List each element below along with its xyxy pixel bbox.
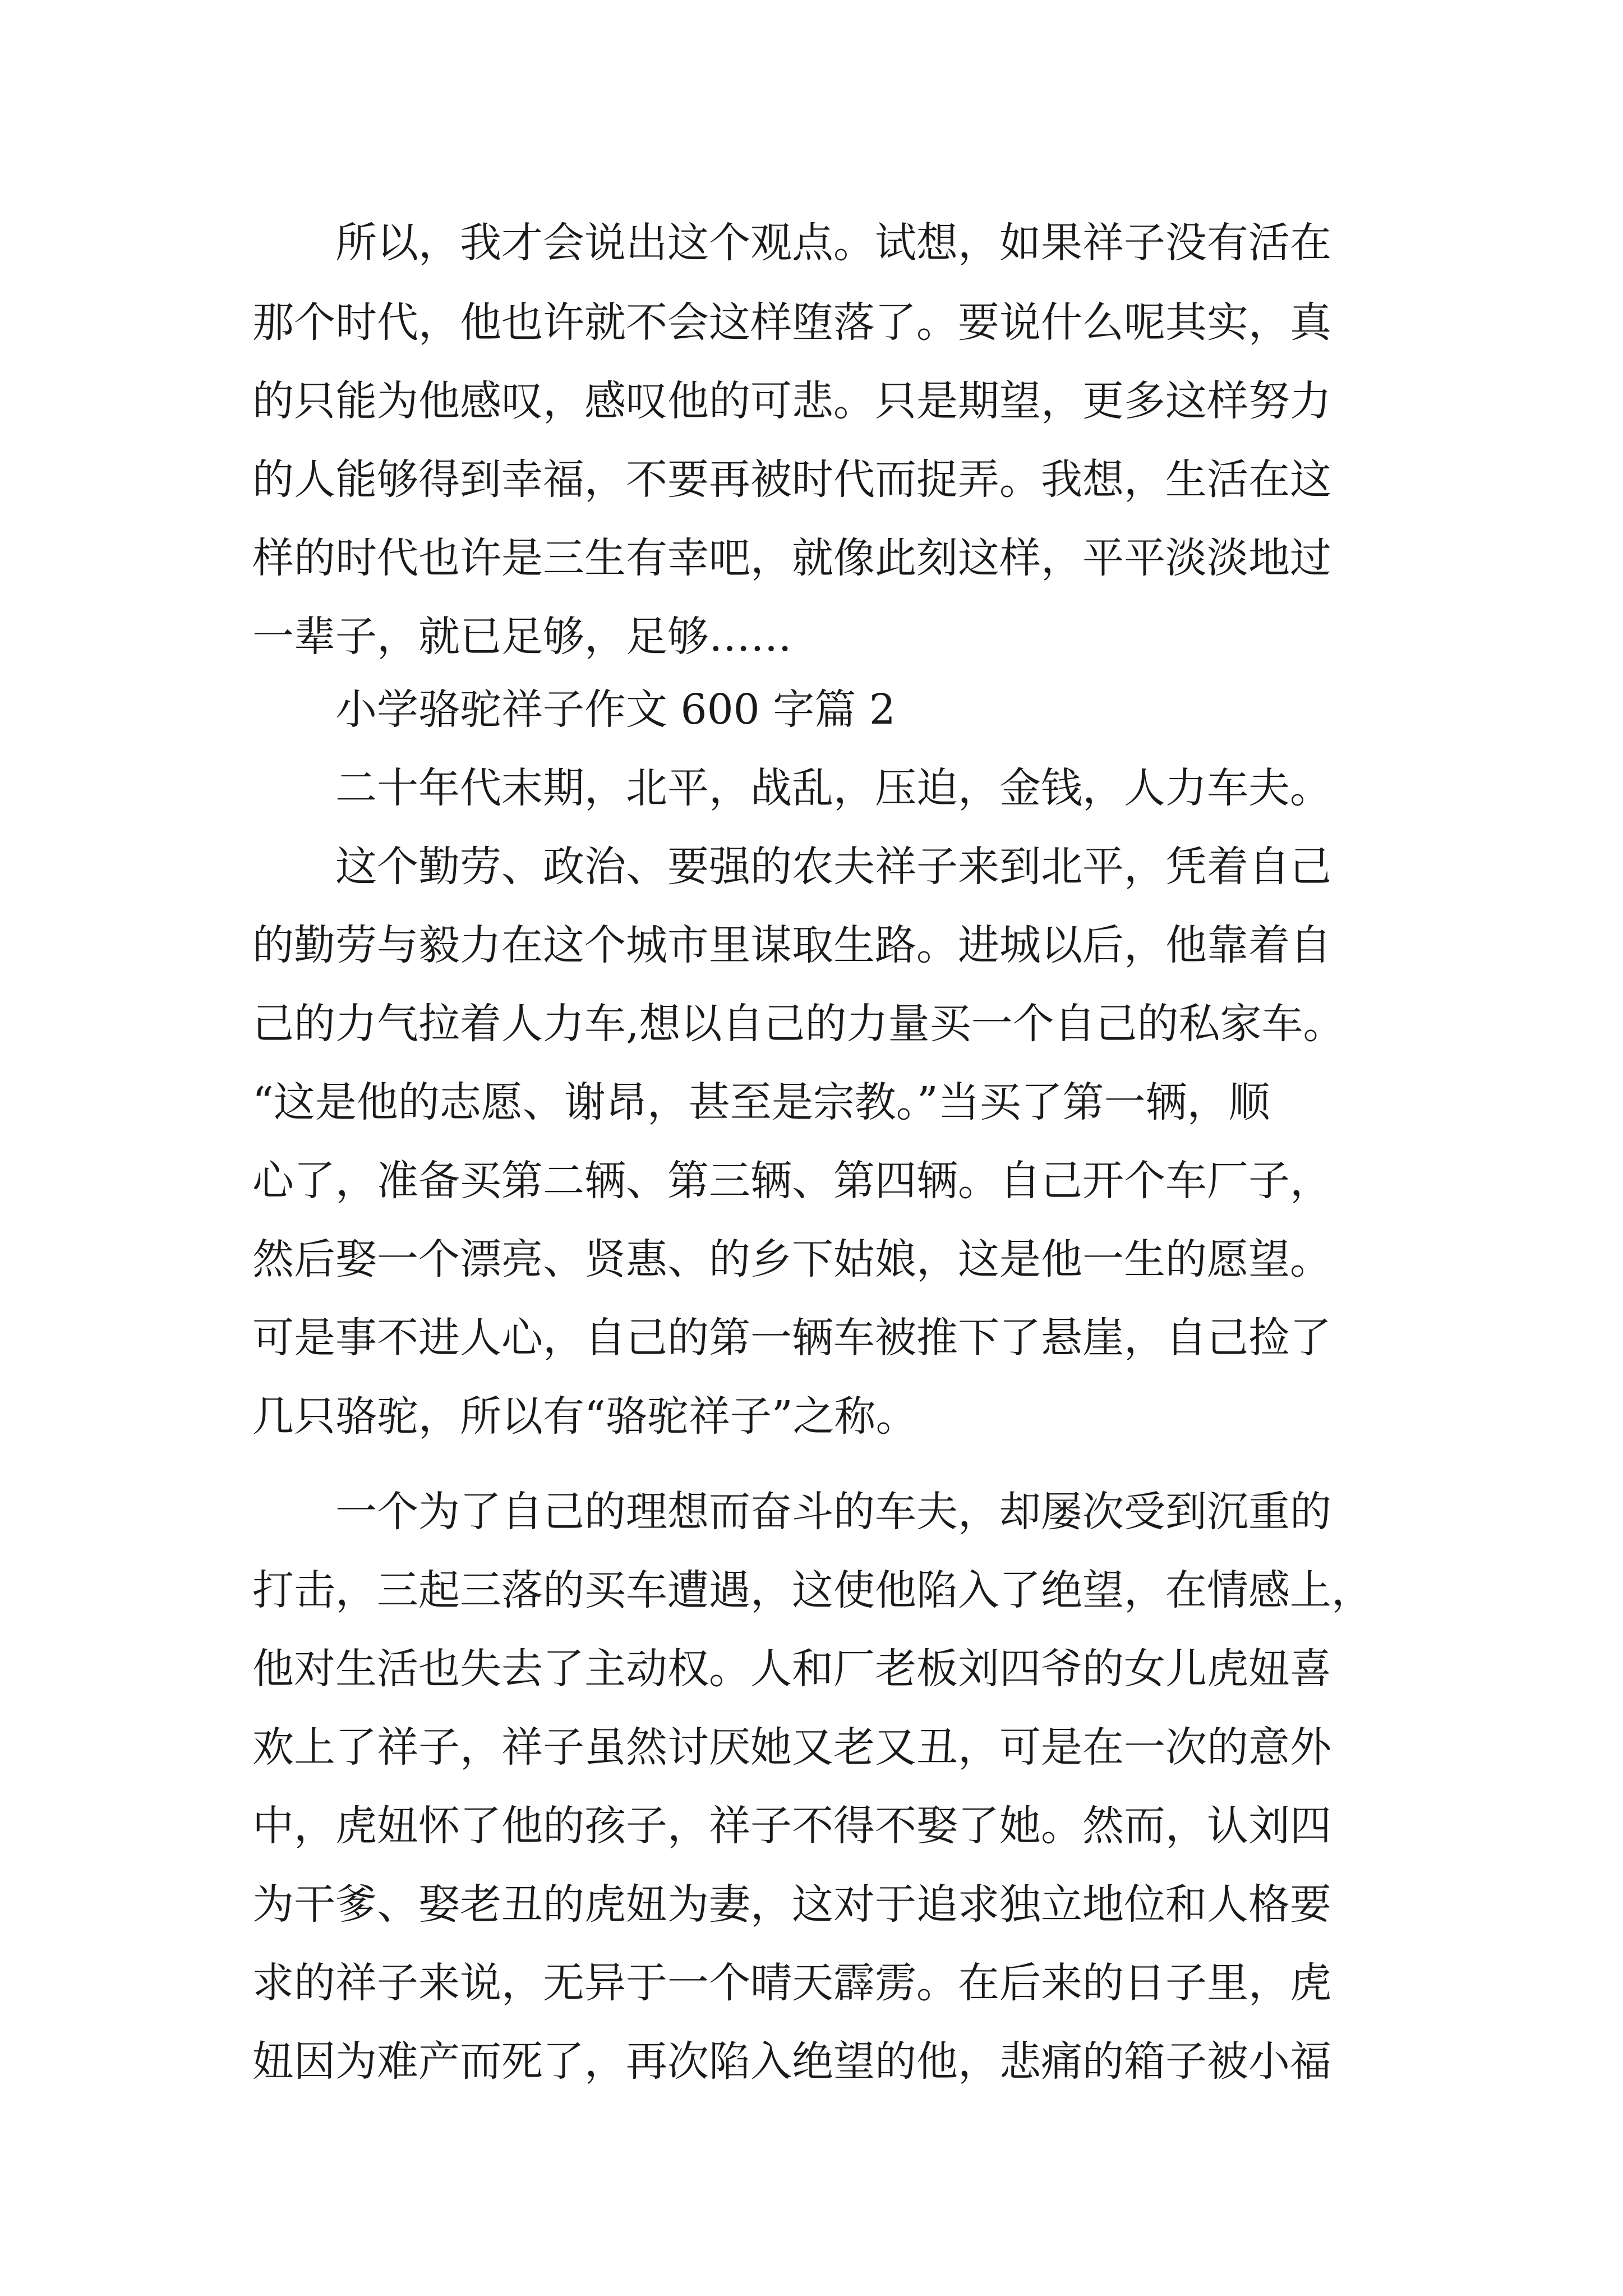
text-line: 他对生活也失去了主动权。人和厂老板刘四爷的女儿虎妞喜 <box>252 1645 1331 1693</box>
text-line: 的人能够得到幸福，不要再被时代而捉弄。我想，生活在这 <box>252 455 1331 504</box>
text-line: 样的时代也许是三生有幸吧，就像此刻这样，平平淡淡地过 <box>252 534 1331 582</box>
text-line: 的勤劳与毅力在这个城市里谋取生路。进城以后，他靠着自 <box>252 921 1331 969</box>
text-line: 这个勤劳、政治、要强的农夫祥子来到北平，凭着自己 <box>252 843 1331 891</box>
text-line: 打击，三起三落的买车遭遇，这使他陷入了绝望，在情感上， <box>252 1566 1373 1614</box>
text-line: 可是事不进人心，自己的第一辆车被推下了悬崖，自己捡了 <box>252 1314 1331 1362</box>
text-line: 妞因为难产而死了，再次陷入绝望的他，悲痛的箱子被小福 <box>252 2037 1331 2086</box>
text-line: 己的力气拉着人力车,想以自己的力量买一个自己的私家车。 <box>252 1000 1345 1048</box>
text-line: 一辈子，就已足够，足够…… <box>252 613 792 661</box>
text-line: 为干爹、娶老丑的虎妞为妻，这对于追求独立地位和人格要 <box>252 1880 1331 1929</box>
text-line: 的只能为他感叹，感叹他的可悲。只是期望，更多这样努力 <box>252 377 1331 425</box>
text-line: 那个时代，他也许就不会这样堕落了。要说什么呢其实，真 <box>252 298 1331 347</box>
text-line: 二十年代末期，北平，战乱，压迫，金钱，人力车夫。 <box>252 764 1331 812</box>
text-line: 心了，准备买第二辆、第三辆、第四辆。自己开个车厂子， <box>252 1157 1331 1205</box>
text-line: 中，虎妞怀了他的孩子，祥子不得不娶了她。然而，认刘四 <box>252 1802 1331 1850</box>
section-heading: 小学骆驼祥子作文 600 字篇 2 <box>252 685 896 734</box>
text-line: “这是他的志愿、谢昂，甚至是宗教。”当买了第一辆，顺 <box>252 1078 1270 1126</box>
text-line: 所以，我才会说出这个观点。试想，如果祥子没有活在 <box>252 219 1331 267</box>
text-line: 欢上了祥子，祥子虽然讨厌她又老又丑，可是在一次的意外 <box>252 1723 1331 1772</box>
text-line: 求的祥子来说，无异于一个晴天霹雳。在后来的日子里，虎 <box>252 1959 1331 2007</box>
text-line: 几只骆驼，所以有“骆驼祥子”之称。 <box>252 1392 917 1441</box>
text-line: 一个为了自己的理想而奋斗的车夫，却屡次受到沉重的 <box>252 1488 1331 1536</box>
text-line: 然后娶一个漂亮、贤惠、的乡下姑娘，这是他一生的愿望。 <box>252 1235 1331 1283</box>
